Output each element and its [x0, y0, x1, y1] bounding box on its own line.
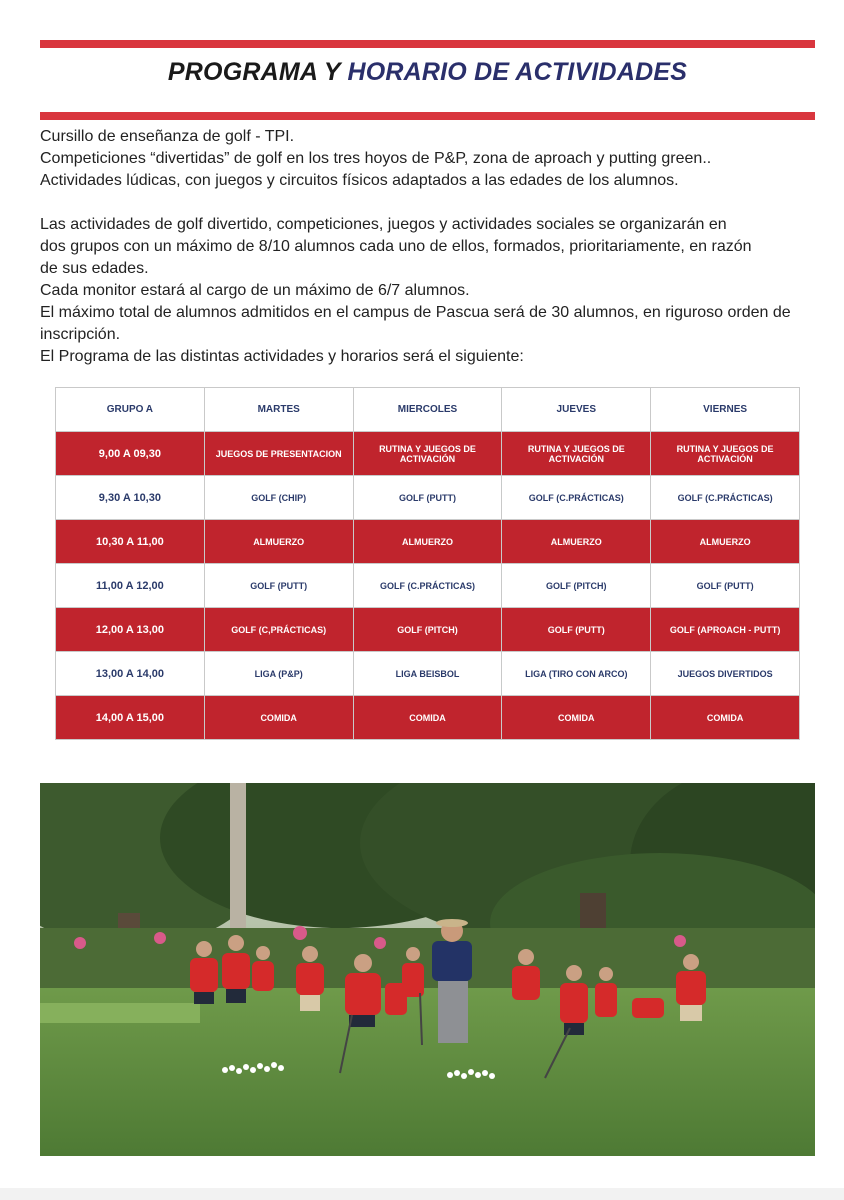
activity-cell: LIGA (TIRO CON ARCO) — [502, 652, 651, 696]
header-cell: MIERCOLES — [353, 388, 502, 432]
intro-line: Las actividades de golf divertido, competiciones, juegos y actividades sociales se organizarán en — [40, 216, 727, 233]
time-cell: 9,30 A 10,30 — [56, 476, 205, 520]
activity-cell: COMIDA — [204, 696, 353, 740]
activity-cell: RUTINA Y JUEGOS DE ACTIVACIÓN — [353, 432, 502, 476]
title-part-2: HORARIO DE ACTIVIDADES — [347, 58, 688, 86]
top-red-rule — [40, 40, 815, 48]
activity-cell: GOLF (CHIP) — [204, 476, 353, 520]
activity-cell: ALMUERZO — [204, 520, 353, 564]
activity-cell: ALMUERZO — [651, 520, 800, 564]
activity-cell: JUEGOS DE PRESENTACION — [204, 432, 353, 476]
activity-cell: ALMUERZO — [353, 520, 502, 564]
intro-line: Actividades lúdicas, con juegos y circuitos físicos adaptados a las edades de los alumnos. — [40, 172, 679, 189]
time-cell: 14,00 A 15,00 — [56, 696, 205, 740]
time-cell: 10,30 A 11,00 — [56, 520, 205, 564]
bottom-red-rule — [40, 112, 815, 120]
activity-cell: COMIDA — [651, 696, 800, 740]
activity-cell: GOLF (PITCH) — [353, 608, 502, 652]
title-part-1: PROGRAMA Y — [167, 58, 348, 86]
activity-cell: GOLF (APROACH - PUTT) — [651, 608, 800, 652]
activity-cell: GOLF (PUTT) — [204, 564, 353, 608]
table-row — [56, 652, 800, 696]
time-cell: 9,00 A 09,30 — [56, 432, 205, 476]
intro-line: de sus edades. — [40, 260, 149, 277]
intro-line: Cursillo de enseñanza de golf - TPI. — [40, 128, 295, 145]
page-bottom-edge — [0, 1188, 844, 1200]
activity-cell: GOLF (PUTT) — [353, 476, 502, 520]
intro-line: El Programa de las distintas actividades y horarios será el siguiente: — [40, 348, 524, 365]
activity-cell: GOLF (PUTT) — [502, 608, 651, 652]
activity-cell: LIGA BEISBOL — [353, 652, 502, 696]
table-row — [56, 432, 800, 476]
golf-group-photo — [40, 783, 815, 1156]
intro-line: dos grupos con un máximo de 8/10 alumnos cada uno de ellos, formados, prioritariamente, en razón — [40, 238, 752, 255]
activity-cell: GOLF (C.PRÁCTICAS) — [502, 476, 651, 520]
activity-cell: GOLF (PUTT) — [651, 564, 800, 608]
activity-cell: ALMUERZO — [502, 520, 651, 564]
intro-text — [40, 126, 810, 368]
table-row — [56, 608, 800, 652]
intro-line: El máximo total de alumnos admitidos en el campus de Pascua será de 30 alumnos, en riguroso orden de — [40, 304, 791, 321]
table-row — [56, 476, 800, 520]
table-header-row — [56, 388, 800, 432]
time-cell: 11,00 A 12,00 — [56, 564, 205, 608]
activity-cell: GOLF (PITCH) — [502, 564, 651, 608]
activity-cell: GOLF (C.PRÁCTICAS) — [651, 476, 800, 520]
time-cell: 12,00 A 13,00 — [56, 608, 205, 652]
activity-cell: LIGA (P&P) — [204, 652, 353, 696]
activity-cell: GOLF (C.PRÁCTICAS) — [353, 564, 502, 608]
schedule-table — [55, 387, 800, 740]
time-cell: 13,00 A 14,00 — [56, 652, 205, 696]
activity-cell: RUTINA Y JUEGOS DE ACTIVACIÓN — [651, 432, 800, 476]
activity-cell: JUEGOS DIVERTIDOS — [651, 652, 800, 696]
intro-line: inscripción. — [40, 326, 121, 343]
table-row — [56, 520, 800, 564]
header-cell: MARTES — [204, 388, 353, 432]
header-cell: JUEVES — [502, 388, 651, 432]
activity-cell: COMIDA — [502, 696, 651, 740]
page-title — [40, 58, 815, 87]
table-row — [56, 696, 800, 740]
table-row — [56, 564, 800, 608]
photo-illustration — [40, 783, 815, 1156]
activity-cell: RUTINA Y JUEGOS DE ACTIVACIÓN — [502, 432, 651, 476]
intro-line: Cada monitor estará al cargo de un máximo de 6/7 alumnos. — [40, 282, 470, 299]
header-cell: GRUPO A — [56, 388, 205, 432]
header-cell: VIERNES — [651, 388, 800, 432]
activity-cell: COMIDA — [353, 696, 502, 740]
activity-cell: GOLF (C,PRÁCTICAS) — [204, 608, 353, 652]
intro-line: Competiciones “divertidas” de golf en los tres hoyos de P&P, zona de aproach y putting green.. — [40, 150, 712, 167]
